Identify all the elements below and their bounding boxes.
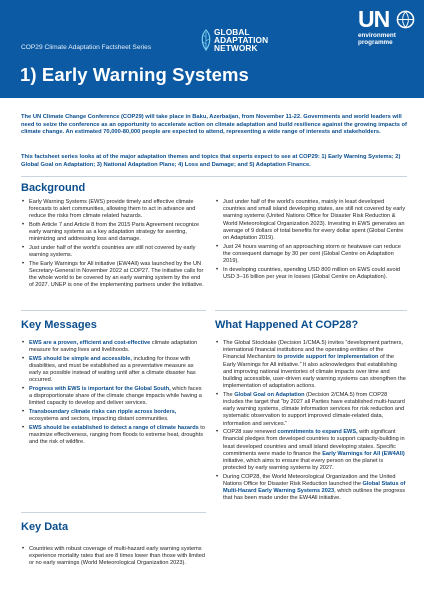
key-message-text: ecosystems and sectors, impacting distant communities. — [29, 416, 169, 423]
key-messages-list — [21, 340, 206, 448]
unep-line-1: environment — [358, 32, 396, 39]
intro-paragraph-2: This factsheet series looks at of the major adaptation themes and topics that experts expect to see at COP29: 1) Early Warning Systems; 2) Global Goal on Adaptation; 3) National Adaptation Plans; 4) Loss and Damage; and 5) Adaptation Finance. — [21, 154, 401, 168]
key-message-bold: EWS are a proven, efficient and cost-effective — [29, 340, 151, 346]
cop28-divider — [215, 310, 407, 311]
list-item — [21, 356, 206, 385]
key-data-heading: Key Data — [21, 521, 69, 533]
cop28-list — [215, 340, 407, 504]
cop28-text: During COP28, the World Meteorological Organization and the United Nations Office for Disaster Risk Reduction launched the — [223, 473, 396, 488]
cop28-bold: commitments to expand EWS, — [277, 429, 358, 436]
list-item — [21, 425, 206, 447]
gan-line-2: ADAPTATION — [214, 35, 269, 45]
list-item: • Just under half of the world's countries, mainly in least developed countries and small island developing states, are still not covered by early warning systems (United Nations Office for Disaster Risk Reduction & World Meteorological Organization 2023). Investing in EWS generates an average of 9 dollars of total benefits for every dollar spent (Global Centre on Adaptation 2019). — [215, 199, 407, 242]
key-messages-heading: Key Messages — [21, 319, 97, 331]
background-heading: Background — [21, 182, 86, 194]
list-item: • In developing countries, spending USD 800 million on EWS could avoid USD 3–16 billion per year in losses (Global Centre on Adaptation). — [215, 267, 407, 281]
list-item — [21, 386, 206, 408]
unep-un-text: UN — [358, 6, 390, 32]
list-item: • Countries with robust coverage of multi-hazard early warning systems experience mortality rates that are 8 times lower than those with limited or no early warnings (World Meteorological Organization 2023). — [21, 546, 206, 568]
gan-leaf-icon — [199, 29, 213, 51]
cop28-text: of the Early Warnings for All initiative.” It also acknowledges that establishing and improving national inventories of climate impacts over time and building accessible, user-driven early warning systems can strengthen the implementation of adaptation actions. — [223, 354, 406, 390]
key-data-divider — [21, 512, 206, 513]
list-item — [215, 340, 407, 390]
list-item: • The Early Warnings for All initiative (EW4All) was launched by the UN Secretary-General in November 2022 at COP27. The initiative calls for the whole world to be covered by an early warning system by the end of 2027. UNEP is one of the implementing partners under the initiative. — [21, 261, 206, 290]
cop28-bold: to provide support for implementation — [277, 354, 379, 361]
cop28-bold: Early Warnings for All (EW4All) — [322, 450, 405, 457]
page-title: 1) Early Warning Systems — [20, 64, 249, 85]
cop28-bold: Global Status of Multi-Hazard Early Warning Systems 2023 — [223, 481, 406, 495]
background-list-left — [21, 199, 206, 291]
key-messages-divider — [21, 310, 206, 311]
intro-divider — [21, 176, 407, 177]
series-label: COP29 Climate Adaptation Factsheet Series — [21, 44, 152, 51]
list-item — [215, 429, 407, 472]
background-list-right — [215, 199, 407, 282]
cop28-text: The Global Stocktake (Decision 1/CMA.5) invites “development partners, international financial institutions and the operating entities of the Financial Mechanism — [223, 340, 404, 361]
list-item — [21, 409, 206, 423]
cop28-text: initiative, which aims to ensure that every person on the planet is protected by early warning systems by 2027. — [223, 458, 384, 472]
header-banner — [0, 0, 424, 98]
key-message-text: which faces a disproportionate share of the climate change impacts while having a limited capacity to develop and deliver services. — [29, 386, 202, 407]
key-message-bold: EWS should be established to detect a range of climate hazards — [29, 424, 199, 431]
cop28-heading: What Happened At COP28? — [215, 319, 359, 331]
cop28-text: The — [223, 391, 235, 398]
cop28-text: with significant financial pledges from developed countries to support capacity-building in least developed countries and small island developing states. Specific commitments were made to finance the — [223, 429, 405, 457]
key-message-bold: EWS should be simple and accessible, — [29, 355, 132, 362]
key-message-text: to maximize effectiveness, ranging from floods to extreme heat, droughts and the risk of wildfire. — [29, 424, 205, 446]
gan-line-1: GLOBAL — [214, 27, 250, 37]
unep-logo — [358, 8, 420, 46]
key-message-text: including for those with disabilities, and must be established as a preventative measure as early as possible instead of waiting until after a climate disaster has occurred. — [29, 355, 196, 384]
key-data-list — [21, 546, 206, 569]
unep-line-2: programme — [358, 39, 393, 46]
gan-line-3: NETWORK — [214, 43, 258, 53]
cop28-text: , which outlines the progress that has been made under the EW4All initiative. — [223, 488, 405, 502]
key-message-text: climate adaptation measure for saving lives and livelihoods. — [29, 340, 198, 354]
list-item — [215, 392, 407, 428]
list-item: • Early Warning Systems (EWS) provide timely and effective climate forecasts to alert communities, allowing them to act in advance and reduce the risks from climate related hazards. — [21, 199, 206, 221]
list-item: • Just 24 hours warning of an approaching storm or heatwave can reduce the consequent damage by 30 per cent (Global Centre on Adaptation 2019). — [215, 244, 407, 266]
list-item — [21, 340, 206, 354]
list-item — [215, 474, 407, 503]
cop28-bold: Global Goal on Adaptation — [234, 391, 305, 398]
key-message-bold: Transboundary climate risks can ripple across borders, — [29, 409, 177, 415]
cop28-text: (Decision 2/CMA.5) from COP28 includes the target that “by 2027 all Parties have established multi-hazard early warning systems, climate information services for risk reduction and systematic observation to support improved climate-related data, information and services.” — [223, 391, 405, 427]
unep-globe-icon — [396, 10, 415, 29]
key-message-bold: Progress with EWS is important for the Global South, — [29, 386, 171, 392]
intro-paragraph-1: The UN Climate Change Conference (COP29) will take place in Baku, Azerbaijan, from November 11-22. Governments and world leaders will need to seize the conference as an opportunity to accelerate action on climate adaptation and build resilience against the growing impacts of climate change. An estimated 70,000-80,000 people are expected to attend, representing a wide range of interests and stakeholders. — [21, 114, 407, 136]
list-item: • Both Article 7 and Article 8 from the 2015 Paris Agreement recognize early warning systems as a key adaptation strategy for averting, minimizing and addressing loss and damage. — [21, 222, 206, 244]
list-item: • Just under half of the world's countries are still not covered by early warning systems. — [21, 245, 206, 259]
cop28-text: COP28 saw renewed — [223, 429, 278, 436]
